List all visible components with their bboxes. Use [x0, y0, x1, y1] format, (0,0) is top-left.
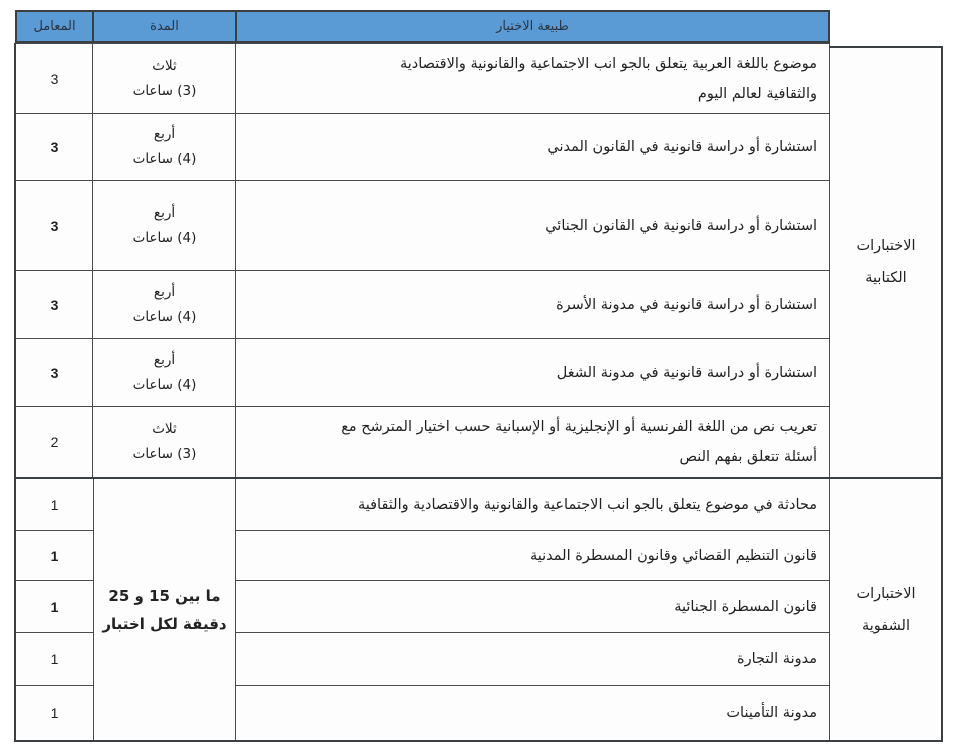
- oral-row-0-nature: [235, 478, 830, 531]
- written-row-5-coefficient: [15, 406, 94, 478]
- written-row-1-coefficient: [15, 113, 94, 181]
- written-row-0-nature: [235, 43, 830, 114]
- nature-text: استشارة أو دراسة قانونية في مدونة الأسرة: [556, 296, 817, 313]
- nature-text-line2: أسئلة تتعلق بفهم النص: [679, 449, 817, 465]
- written-row-2-nature: [235, 180, 830, 271]
- oral-row-4-coefficient: [15, 685, 94, 741]
- coefficient-value: 1: [50, 598, 59, 615]
- coefficient-value: 3: [50, 296, 59, 313]
- oral-row-3-nature: [235, 632, 830, 686]
- written-row-4-coefficient: [15, 338, 94, 407]
- duration-hours: (4) ساعات: [132, 151, 197, 167]
- duration-word: أربع: [153, 126, 176, 142]
- header-nature: [235, 10, 830, 43]
- written-row-3-coefficient: [15, 270, 94, 339]
- duration-hours: (4) ساعات: [132, 229, 197, 246]
- written-row-4-duration: [92, 338, 237, 407]
- duration-word: أربع: [153, 283, 176, 300]
- header-nature-label: طبيعة الاختيار: [496, 19, 569, 34]
- duration-word: أربع: [153, 204, 176, 221]
- coefficient-value: 1: [50, 651, 59, 667]
- written-row-1-nature: [235, 113, 830, 181]
- written-row-5-duration: [92, 406, 237, 478]
- written-row-4-nature: [235, 338, 830, 407]
- coefficient-value: 1: [50, 547, 59, 564]
- written-row-3-duration: [92, 270, 237, 339]
- oral-duration-per-test: دقيقة لكل اختبار: [102, 614, 227, 633]
- duration-hours: (4) ساعات: [132, 308, 197, 325]
- nature-text-line2: والثقافية لعالم اليوم: [697, 85, 817, 102]
- duration-hours: (3) ساعات: [132, 446, 197, 462]
- written-row-2-duration: [92, 180, 237, 271]
- coefficient-value: 2: [50, 434, 59, 450]
- nature-text: استشارة أو دراسة قانونية في القانون المدني: [547, 139, 817, 155]
- oral-row-2-coefficient: [15, 580, 94, 633]
- nature-text: استشارة أو دراسة قانونية في مدونة الشغل: [556, 364, 817, 381]
- written-row-0-coefficient: [15, 43, 94, 114]
- header-duration-label: المدة: [150, 19, 179, 34]
- nature-text-line1: موضوع باللغة العربية يتعلق بالجو انب الاجتماعية والقانونية والاقتصادية: [400, 55, 817, 72]
- table-border-category-top: [829, 46, 943, 48]
- category-written-line2: الكتابية: [865, 270, 907, 286]
- coefficient-value: 3: [50, 364, 59, 381]
- duration-word: ثلاث: [152, 57, 177, 74]
- nature-text-line1: تعريب نص من اللغة الفرنسية أو الإنجليزية أو الإسبانية حسب اختيار المترشح مع: [341, 419, 817, 435]
- oral-duration: [92, 478, 237, 741]
- category-written-line1: الاختبارات: [856, 238, 916, 254]
- duration-word: أربع: [153, 351, 176, 368]
- oral-row-1-nature: [235, 530, 830, 581]
- written-row-5-nature: [235, 406, 830, 478]
- table-border-left: [14, 43, 16, 741]
- nature-text: مدونة التجارة: [737, 651, 817, 667]
- oral-row-4-nature: [235, 685, 830, 741]
- coefficient-value: 1: [50, 496, 59, 513]
- coefficient-value: 3: [50, 70, 59, 87]
- oral-duration-range: ما بين 15 و 25: [108, 586, 221, 605]
- category-oral: [829, 478, 943, 741]
- header-coefficient: [15, 10, 94, 43]
- written-row-1-duration: [92, 113, 237, 181]
- table-border-right: [941, 46, 943, 742]
- category-oral-line2: الشفوية: [861, 617, 911, 634]
- written-row-0-duration: [92, 43, 237, 114]
- duration-hours: (4) ساعات: [132, 376, 197, 393]
- section-divider: [14, 477, 943, 479]
- nature-text: قانون التنظيم القضائي وقانون المسطرة المدنية: [530, 547, 817, 564]
- header-coefficient-label: المعامل: [33, 19, 76, 34]
- table-border-bottom: [14, 740, 943, 742]
- written-row-2-coefficient: [15, 180, 94, 271]
- coefficient-value: 3: [50, 217, 59, 234]
- oral-row-3-coefficient: [15, 632, 94, 686]
- written-row-3-nature: [235, 270, 830, 339]
- header-duration: [92, 10, 237, 43]
- category-oral-line1: الاختبارات: [856, 585, 916, 602]
- nature-text: مدونة التأمينات: [726, 705, 817, 721]
- oral-row-1-coefficient: [15, 530, 94, 581]
- nature-text: محادثة في موضوع يتعلق بالجو انب الاجتماعية والقانونية والاقتصادية والثقافية: [357, 496, 817, 513]
- duration-hours: (3) ساعات: [132, 82, 197, 99]
- coefficient-value: 1: [50, 705, 59, 721]
- coefficient-value: 3: [50, 139, 59, 155]
- category-written: [829, 46, 943, 478]
- oral-row-0-coefficient: [15, 478, 94, 531]
- nature-text: استشارة أو دراسة قانونية في القانون الجنائي: [545, 217, 817, 234]
- duration-word: ثلاث: [152, 421, 177, 437]
- oral-row-2-nature: [235, 580, 830, 633]
- nature-text: قانون المسطرة الجنائية: [674, 598, 817, 615]
